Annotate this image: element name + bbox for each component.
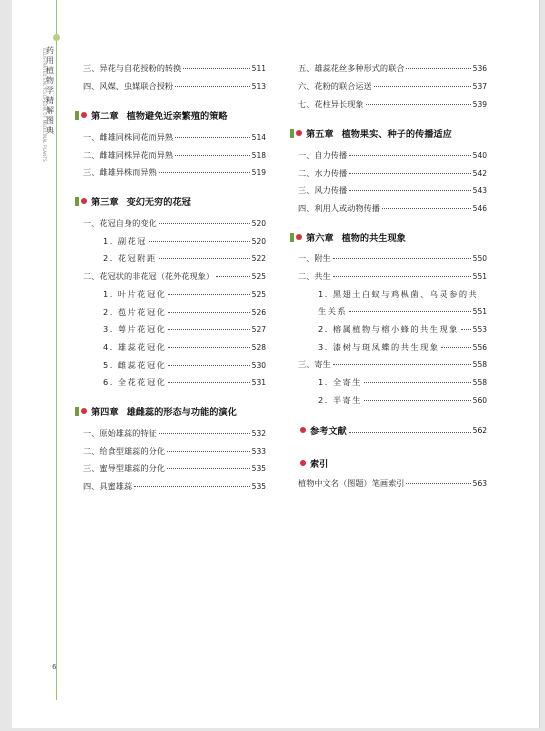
toc-entry-title: 3. 漆树与斑凤蝶的共生现象 (318, 342, 440, 352)
toc-entry-title: 6. 全花花冠化 (103, 377, 167, 387)
toc-entry-title: 2. 半寄生 (318, 395, 362, 405)
toc-entry-line[interactable]: 1. 黑翅土白蚁与鸡枞菌、乌灵参的共 (318, 289, 479, 299)
book-title-char: 解 (46, 106, 54, 115)
chapter-marker-icon (290, 233, 294, 242)
toc-entry[interactable] (298, 99, 487, 110)
bullet-dot-icon (300, 460, 306, 466)
toc-entry[interactable] (318, 377, 487, 388)
toc-entry-title: 三、风力传播 (298, 185, 348, 195)
toc-page-number: 560 (472, 396, 487, 405)
toc-entry[interactable] (83, 428, 266, 439)
toc-entry[interactable] (298, 81, 487, 92)
toc-entry[interactable] (83, 481, 266, 492)
toc-page-number: 514 (251, 133, 266, 142)
book-page (12, 0, 540, 728)
toc-page-number: 543 (472, 186, 487, 195)
chapter-marker-icon (75, 407, 79, 416)
toc-entry[interactable] (318, 306, 487, 317)
dot-leader (149, 241, 250, 242)
book-subtitle-vertical: ILLUSTRATED ENCYCLOPEDIA OF MEDICINAL PLANTS (42, 48, 47, 162)
toc-entry-title: 2. 花冠附距 (103, 253, 157, 263)
chapter-marker-icon (75, 197, 79, 206)
bullet-dot-icon (81, 112, 87, 118)
chapter-number: 第二章 (91, 111, 119, 122)
toc-entry[interactable] (318, 324, 487, 335)
dot-leader (333, 276, 471, 277)
toc-entry[interactable] (83, 271, 266, 282)
book-title-char: 药 (46, 46, 54, 55)
chapter-title: 雄雌蕊的形态与功能的演化 (126, 407, 237, 418)
toc-entry[interactable] (298, 150, 487, 161)
bullet-dot-icon (296, 130, 302, 136)
chapter-title: 变幻无穷的花冠 (126, 197, 191, 208)
margin-rule (56, 0, 57, 700)
margin-dot (53, 34, 60, 41)
toc-page-number: 536 (472, 64, 487, 73)
toc-entry[interactable] (83, 463, 266, 474)
toc-entry[interactable] (103, 324, 266, 335)
toc-entry-title: 五、雄蕊花丝多种形式的联合 (298, 63, 405, 73)
dot-leader (382, 208, 471, 209)
toc-entry[interactable] (103, 236, 266, 247)
book-title-char: 图 (46, 116, 54, 125)
dot-leader (406, 483, 470, 484)
toc-entry[interactable] (298, 478, 487, 489)
toc-page-number: 535 (251, 464, 266, 473)
toc-page-number: 542 (472, 169, 487, 178)
dot-leader (167, 451, 250, 452)
dot-leader (168, 294, 249, 295)
toc-entry[interactable] (103, 253, 266, 264)
toc-entry-title: 一、雌雄同株同花而异熟 (83, 132, 174, 142)
toc-entry-title: 四、利用人或动物传播 (298, 203, 380, 213)
dot-leader (167, 468, 250, 469)
toc-entry[interactable] (83, 446, 266, 457)
book-title-char: 植 (46, 66, 54, 75)
dot-leader (461, 329, 471, 330)
chapter-title: 索引 (310, 459, 329, 470)
dot-leader (216, 276, 250, 277)
chapter-heading[interactable] (75, 194, 191, 208)
dot-leader (366, 104, 471, 105)
chapter-title: 植物避免近亲繁殖的策略 (126, 111, 228, 122)
chapter-title: 参考文献 (310, 426, 347, 437)
dot-leader (349, 432, 471, 433)
dot-leader (168, 365, 249, 366)
toc-page-number: 530 (251, 361, 266, 370)
book-title-char: 典 (46, 126, 54, 135)
chapter-heading[interactable] (290, 126, 452, 140)
chapter-marker-icon (75, 111, 79, 120)
chapter-number: 第五章 (306, 129, 334, 140)
toc-entry-title: 二、水力传播 (298, 168, 348, 178)
bullet-dot-icon (296, 234, 302, 240)
toc-page-number: 535 (251, 482, 266, 491)
toc-entry[interactable] (318, 395, 487, 406)
dot-leader (349, 311, 471, 312)
toc-page-number: 551 (472, 272, 487, 281)
toc-entry[interactable] (83, 218, 266, 229)
toc-entry-title: 一、花冠自身的变化 (83, 218, 157, 228)
book-title-char: 物 (46, 76, 54, 85)
dot-leader (183, 68, 249, 69)
dot-leader (406, 68, 470, 69)
dot-leader (441, 347, 470, 348)
toc-page-number: 537 (472, 82, 487, 91)
chapter-title: 植物果实、种子的传播适应 (341, 129, 452, 140)
toc-entry[interactable] (83, 167, 266, 178)
dot-leader (134, 486, 250, 487)
toc-page-number: 553 (472, 325, 487, 334)
toc-page-number: 528 (251, 343, 266, 352)
toc-entry-title: 一、附生 (298, 253, 331, 263)
dot-leader (364, 382, 471, 383)
toc-page-number: 558 (472, 360, 487, 369)
toc-entry-title: 生关系 (318, 306, 348, 316)
toc-entry-title: 5. 雌蕊花冠化 (103, 360, 167, 370)
toc-entry-title: 2. 榕属植物与榕小蜂的共生现象 (318, 324, 459, 334)
toc-page-number: 563 (472, 479, 487, 488)
bullet-dot-icon (300, 427, 306, 433)
chapter-heading[interactable] (290, 230, 406, 244)
chapter-number: 第四章 (91, 407, 119, 418)
chapter-number: 第六章 (306, 233, 334, 244)
toc-page-number: 511 (251, 64, 266, 73)
toc-entry[interactable] (83, 63, 266, 74)
toc-entry[interactable] (83, 150, 266, 161)
bullet-dot-icon (81, 408, 87, 414)
toc-entry-title: 三、雌雄异株而异熟 (83, 167, 157, 177)
dot-leader (349, 173, 471, 174)
toc-entry[interactable] (103, 307, 266, 318)
toc-entry-title: 三、蜜导型雄蕊的分化 (83, 463, 165, 473)
dot-leader (159, 433, 250, 434)
toc-entry-title: 四、风媒、虫媒联合授粉 (83, 81, 174, 91)
toc-page-number: 562 (472, 425, 487, 435)
book-title-char: 学 (46, 86, 54, 95)
dot-leader (333, 258, 471, 259)
toc-page-number: 525 (251, 290, 266, 299)
toc-entry-title: 一、原始雄蕊的特征 (83, 428, 157, 438)
toc-page-number: 518 (251, 151, 266, 160)
toc-entry-title: 1. 叶片花冠化 (103, 289, 167, 299)
dot-leader (168, 329, 249, 330)
toc-entry-title: 七、花柱异长现象 (298, 99, 364, 109)
book-title-char: 精 (46, 96, 54, 105)
toc-entry[interactable] (83, 132, 266, 143)
references-heading[interactable] (300, 423, 487, 437)
dot-leader (159, 223, 250, 224)
toc-page-number: 539 (472, 100, 487, 109)
toc-entry-title: 二、花冠状的非花冠（花外花现象） (83, 271, 215, 281)
toc-page-number: 519 (251, 168, 266, 177)
toc-page-number: 551 (472, 307, 487, 316)
dot-leader (349, 190, 471, 191)
toc-entry-title: 1. 全寄生 (318, 377, 362, 387)
dot-leader (159, 172, 250, 173)
toc-entry-title: 2. 苞片花冠化 (103, 307, 167, 317)
toc-entry[interactable] (83, 81, 266, 92)
toc-entry[interactable] (298, 359, 487, 370)
toc-entry-title: 四、具蜜雄蕊 (83, 481, 133, 491)
toc-page-number: 556 (472, 343, 487, 352)
toc-entry[interactable] (103, 360, 266, 371)
toc-entry-title: 二、雌雄同株异花而异熟 (83, 150, 174, 160)
toc-page-number: 546 (472, 204, 487, 213)
toc-entry[interactable] (318, 342, 487, 353)
dot-leader (175, 155, 250, 156)
toc-page-number: 533 (251, 447, 266, 456)
chapter-marker-icon (290, 129, 294, 138)
toc-page-number: 513 (251, 82, 266, 91)
toc-entry-title: 一、自力传播 (298, 150, 348, 160)
toc-entry[interactable] (103, 342, 266, 353)
toc-page-number: 531 (251, 378, 266, 387)
dot-leader (159, 258, 250, 259)
dot-leader (333, 364, 471, 365)
chapter-heading[interactable] (75, 404, 237, 418)
toc-entry-title: 1. 副花冠 (103, 236, 147, 246)
toc-entry[interactable] (298, 63, 487, 74)
toc-page-number: 526 (251, 308, 266, 317)
toc-page-number: 525 (251, 272, 266, 281)
toc-page-number: 522 (251, 254, 266, 263)
dot-leader (374, 86, 471, 87)
dot-leader (168, 347, 249, 348)
chapter-title: 植物的共生现象 (341, 233, 406, 244)
chapter-heading[interactable] (75, 108, 228, 122)
toc-page-number: 520 (251, 237, 266, 246)
toc-entry-title: 4. 雄蕊花冠化 (103, 342, 167, 352)
toc-entry[interactable] (298, 185, 487, 196)
dot-leader (175, 137, 250, 138)
toc-page-number: 550 (472, 254, 487, 263)
toc-entry[interactable] (298, 168, 487, 179)
toc-entry-title: 六、花粉的联合运送 (298, 81, 372, 91)
toc-page-number: 540 (472, 151, 487, 160)
toc-page-number: 532 (251, 429, 266, 438)
toc-page-number: 520 (251, 219, 266, 228)
dot-leader (175, 86, 250, 87)
bullet-dot-icon (81, 198, 87, 204)
dot-leader (168, 312, 249, 313)
dot-leader (349, 155, 471, 156)
toc-entry-title: 三、寄生 (298, 359, 331, 369)
book-title-char: 用 (46, 56, 54, 65)
page-number: 6 (52, 663, 57, 671)
index-heading[interactable] (300, 456, 328, 470)
dot-leader (168, 382, 249, 383)
toc-entry[interactable] (298, 253, 487, 264)
toc-page-number: 527 (251, 325, 266, 334)
toc-entry[interactable] (298, 203, 487, 214)
chapter-number: 第三章 (91, 197, 119, 208)
toc-page-number: 558 (472, 378, 487, 387)
toc-entry-title: 三、异花与自花授粉的转换 (83, 63, 182, 73)
toc-entry[interactable] (298, 271, 487, 282)
toc-entry-title: 二、给食型雄蕊的分化 (83, 446, 165, 456)
toc-entry[interactable] (103, 377, 266, 388)
toc-entry-title: 3. 萼片花冠化 (103, 324, 167, 334)
toc-entry-title: 植物中文名（图题）笔画索引 (298, 478, 405, 488)
toc-entry[interactable] (103, 289, 266, 300)
dot-leader (364, 400, 471, 401)
toc-entry-title: 二、共生 (298, 271, 331, 281)
